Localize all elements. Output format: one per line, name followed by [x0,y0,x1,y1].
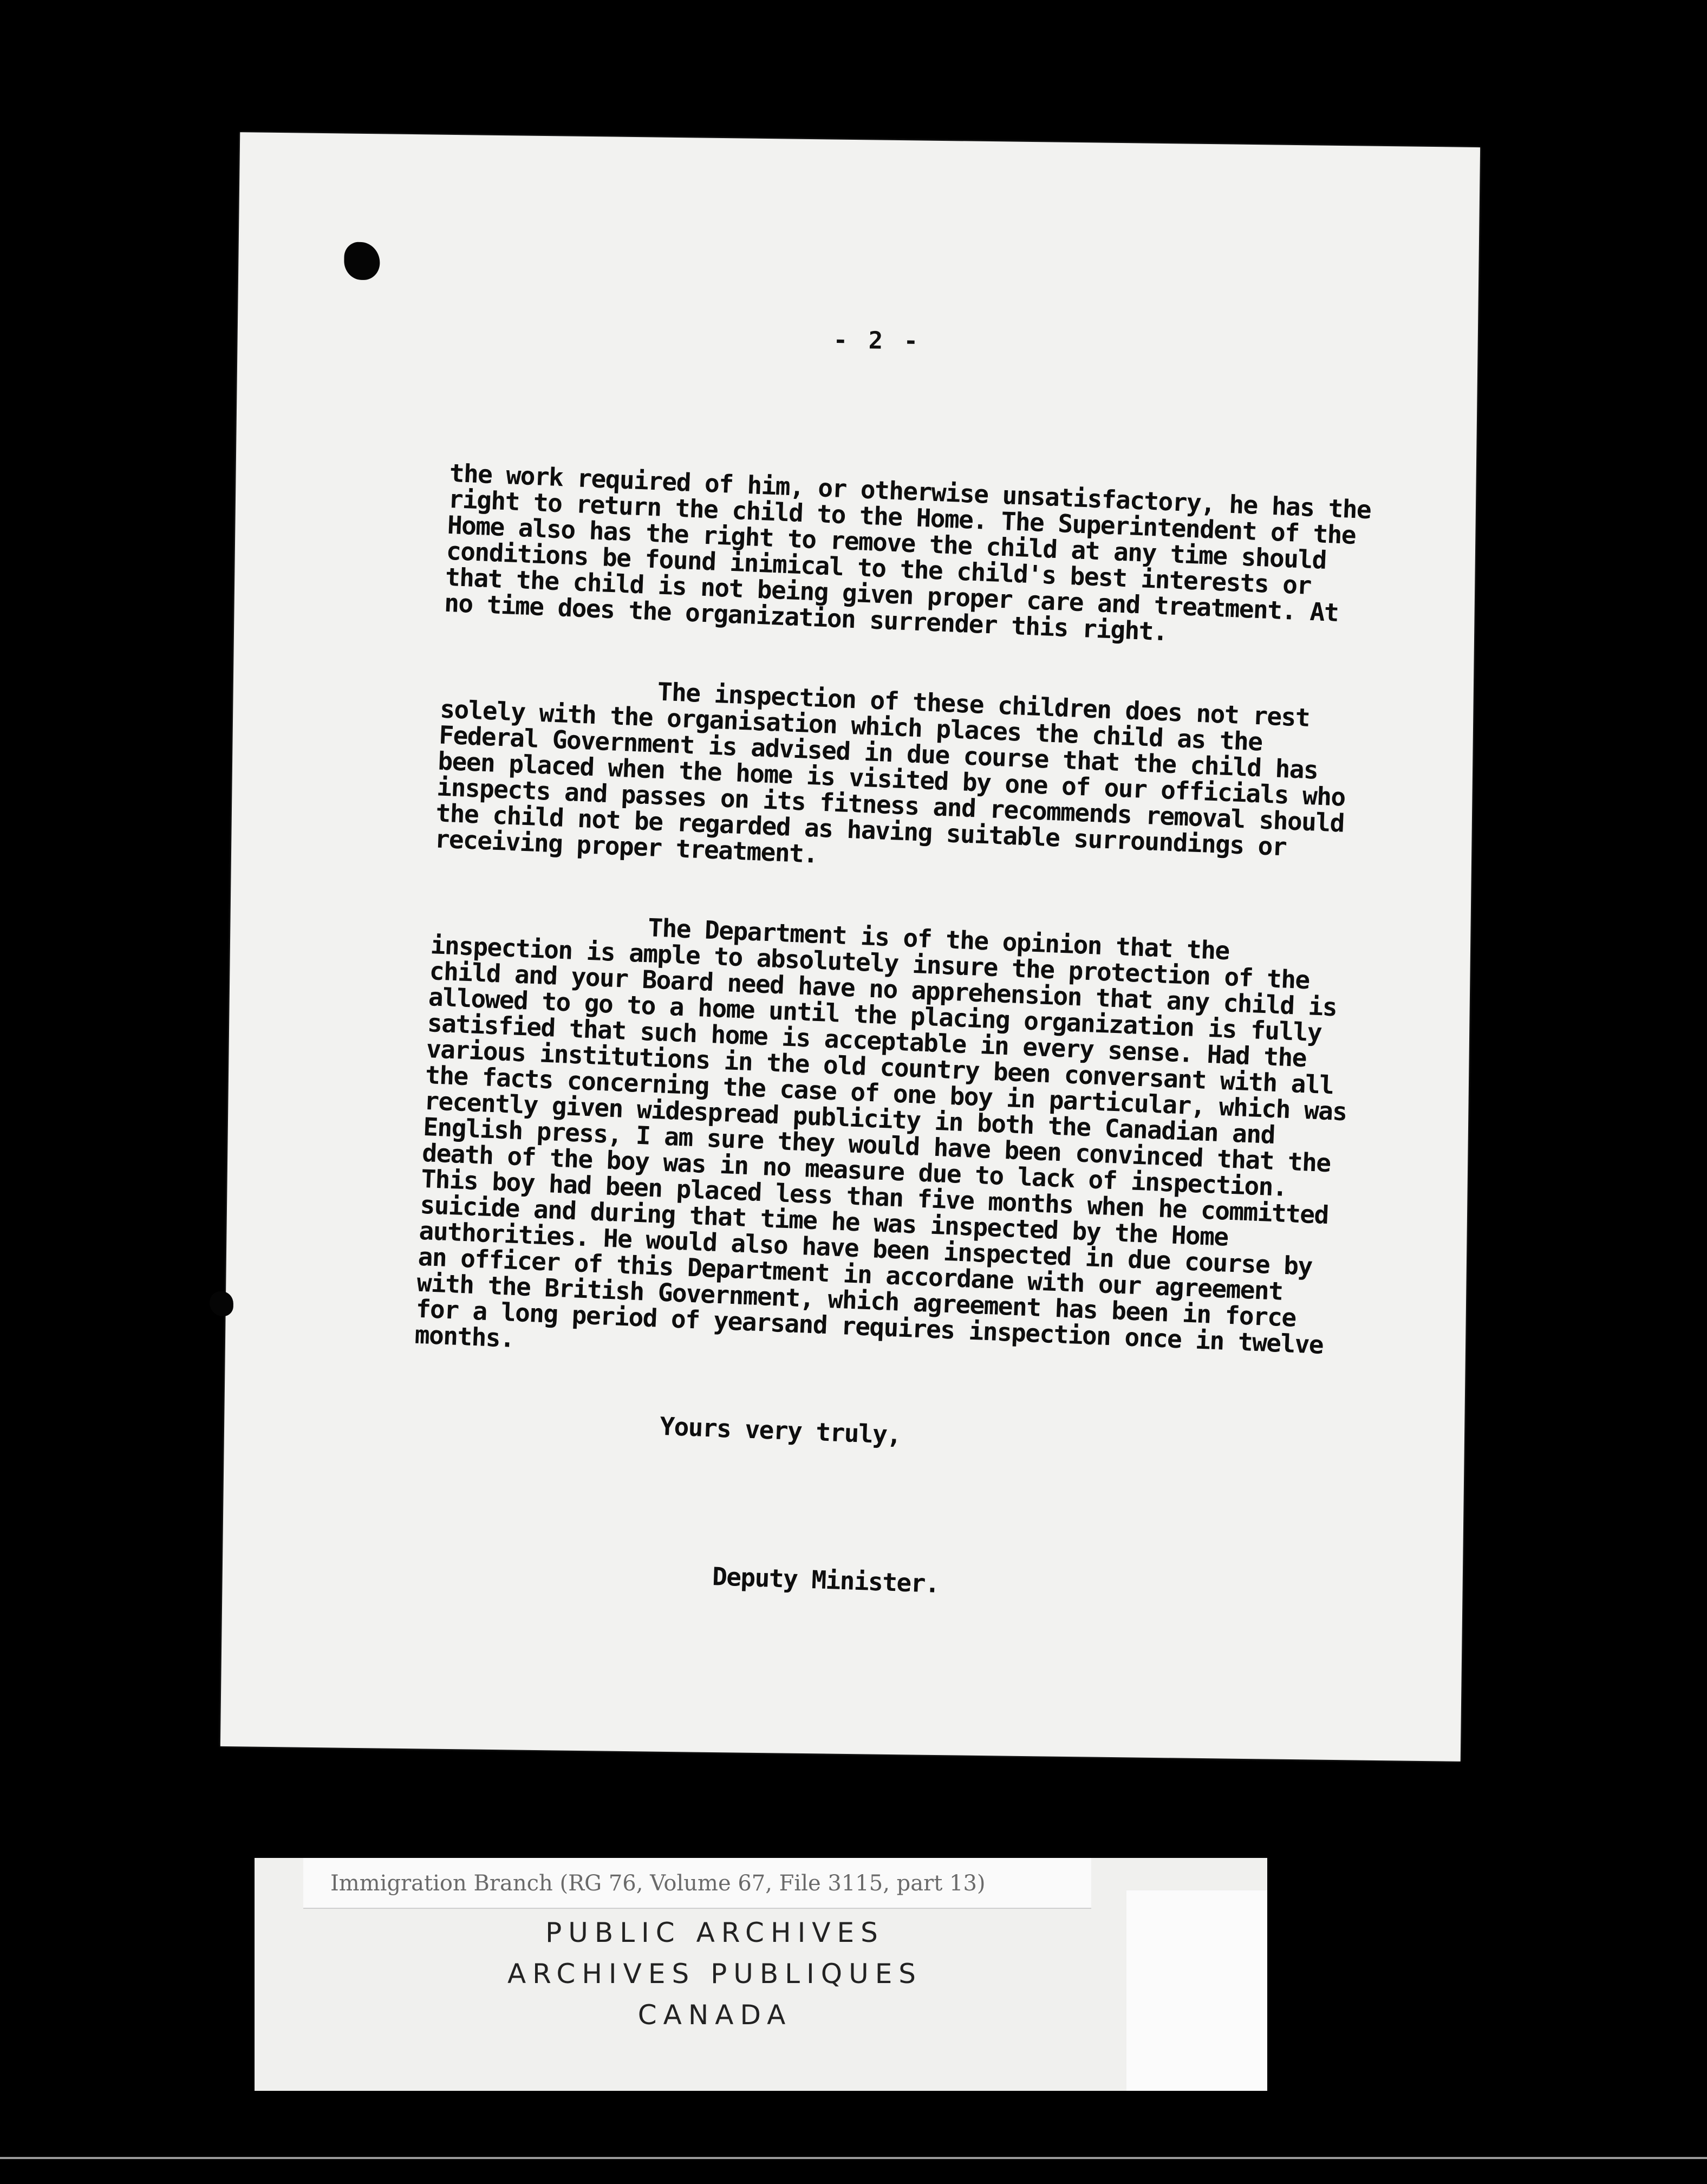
signature-title: Deputy Minister. [712,1561,940,1598]
stamp-line-french: ARCHIVES PUBLIQUES [507,1958,923,1990]
archive-stamp [303,1912,1126,2036]
punch-hole [344,242,380,280]
letter-body [412,460,1380,1439]
stamp-line-country: CANADA [637,1999,792,2031]
archive-label-tab [1126,1890,1267,2091]
page-number: - 2 - [833,326,922,355]
edge-mark [210,1291,234,1317]
frame-bottom-rule [0,2157,1707,2159]
archive-source-reference: Immigration Branch (RG 76, Volume 67, File 3115, part 13) [303,1858,1091,1909]
paragraph-department-opinion: The Department is of the opinion that the inspection is ample to absolutely insure the protection of the child and your Board need have no apprehension that any child is allowed to go to a home until the placing organization is fully satisfied that such home is acceptable in every sense. Had the various institutions in the old country been conversant with all the facts concerning the case of one boy in particular, which was recently given widespread publicity in both the Canadian and English press, I am sure they would have been convinced that the death of the boy was in no measure due to lack of inspection. This boy had been placed less than five months when he committed suicide and during that time he was inspected by the Home authorities. He would also have been inspected in due course by an officer of this Department in accordane with our agreement with the British Government, which agreement has been in force for a long period of yearsand requires inspection once in twelve months. [414,913,1347,1360]
letter-closing: Yours very truly, [659,1411,902,1450]
paragraph-inspection: The inspection of these children does not rest solely with the organisation which places the child as the Federal Government is advised in due course that the child has been placed when the home is visited by one of our officials who inspects and passes on its fitness and recommends removal should the child not be regarded as having suitable surroundings or receiving proper treatment. [434,677,1346,869]
letter-page [220,132,1480,1761]
paragraph-continuation: the work required of him, or otherwise unsatisfactory, he has the right to return the child to the Home. The Superintendent of the Home also has the right to remove the child at any time should conditions be found inimical to the child's best interests or that the child is not being given proper care and treatment. At no time does the organization surrender this right. [444,458,1372,647]
stamp-line-english: PUBLIC ARCHIVES [545,1917,884,1948]
